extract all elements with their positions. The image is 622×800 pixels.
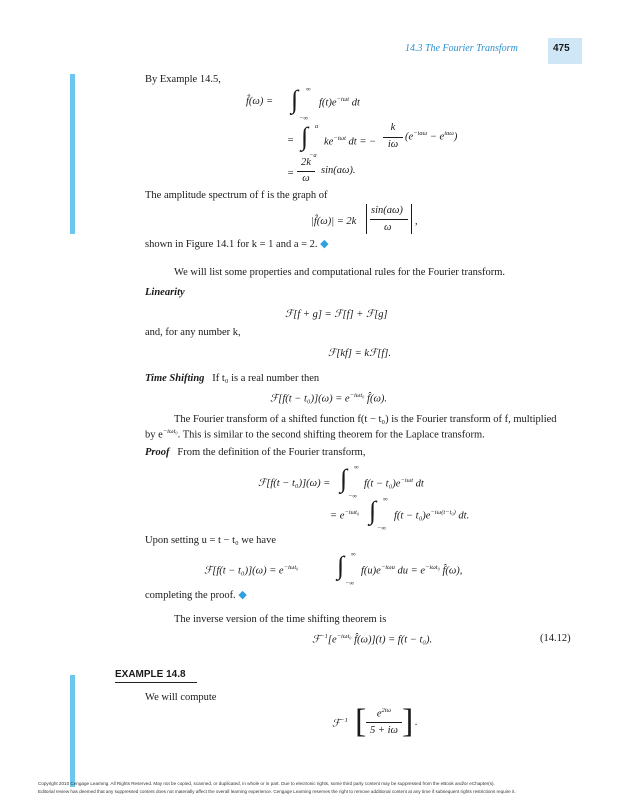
eq1-upper-limit: ∞ (306, 86, 311, 93)
eq2-paren: $(e^{-ia\omega} - e^{ia\omega})$ (405, 130, 458, 143)
example-frac-bar (366, 722, 402, 723)
eq2-upper-limit: a (315, 123, 319, 130)
linearity-eq: ℱ[f + g] = ℱ[f] + ℱ[g] (285, 309, 388, 320)
abs-bar-right (411, 204, 412, 234)
compute-text: We will compute (145, 692, 217, 703)
margin-bar-example (70, 675, 75, 787)
amp-tail: , (415, 216, 418, 227)
upon-upper: ∞ (351, 551, 356, 558)
time-shift-line: Time Shifting If t₀ is a real number then (145, 373, 320, 384)
eq2-frac-bar (383, 137, 403, 138)
amp-frac-den: ω (384, 222, 392, 233)
amp-frac-num: sin(aω) (371, 205, 403, 216)
left-bracket: [ (355, 703, 367, 740)
page-number: 475 (553, 43, 570, 54)
eq2-frac-num: k (390, 122, 396, 133)
end-of-proof-icon: ◆ (238, 589, 247, 601)
proof-eq1-lhs: ℱ[f(t − t₀)](ω) = (258, 478, 331, 489)
end-of-example-icon: ◆ (320, 238, 329, 250)
shifted-text-1: The Fourier transform of a shifted function f(t − t₀) is the Fourier transform of f, multiplied (174, 414, 557, 425)
eq3-frac-num: 2k (301, 157, 311, 168)
time-shift-eq: ℱ[f(t − $t_0)](\omega) = e^{-i\omega t_0}$ f̂(ω). (270, 392, 387, 405)
eq3-frac-bar (297, 171, 315, 172)
upon-lower: −∞ (345, 580, 355, 587)
integral-sign: ∫ (340, 464, 348, 493)
proof-eq2-lower: −∞ (377, 525, 387, 532)
proof-eq2-lhs: = $e^{-i\omega t_0}$ (330, 509, 360, 522)
integral-sign: ∫ (369, 496, 377, 525)
upon-eq-lhs: ℱ[f(t − $t_0)](\omega) = e^{-i\omega t_0}$ (204, 564, 299, 577)
right-bracket: ] (402, 703, 414, 740)
equation-number: (14.12) (540, 633, 571, 644)
example-F: ℱ$^{-1}$ (332, 717, 348, 730)
footer-line-1: Copyright 2010 Cengage Learning. All Rights Reserved. May not be copied, scanned, or duplicated, in whole or in part. Due to electronic rights, some third party content may be suppressed from the eBook and/or eChapter(s). (38, 781, 495, 786)
example-tail: . (415, 717, 418, 728)
integral-sign: ∫ (291, 85, 299, 114)
intro-text: By Example 14.5, (145, 74, 221, 85)
eq2-equals: = (287, 135, 295, 146)
shifted-text-2: by $e^{-i\omega t_0}$. This is similar to the second shifting theorem for the Laplace transform. (145, 428, 485, 441)
inverse-text: The inverse version of the time shifting theorem is (174, 614, 387, 625)
upon-eq-rhs: $f(u)e^{-i\omega u}$ du = $e^{-i\omega t_0}$ f̂(ω), (361, 564, 463, 577)
proof-eq2-upper: ∞ (383, 496, 388, 503)
integral-sign: ∫ (301, 122, 309, 151)
amplitude-text: The amplitude spectrum of f is the graph of (145, 190, 328, 201)
example-rule (115, 682, 197, 683)
list-text: We will list some properties and computational rules for the Fourier transform. (174, 267, 505, 278)
and-text: and, for any number k, (145, 327, 241, 338)
eq2-integrand: $ke^{-i\omega t}$ dt = − (324, 135, 377, 148)
proof-line: Proof From the definition of the Fourier transform, (145, 447, 366, 458)
integral-sign: ∫ (337, 551, 345, 580)
eq1-lower-limit: −∞ (299, 115, 309, 122)
upon-text: Upon setting u = t − t₀ we have (145, 535, 276, 546)
time-shift-heading: Time Shifting (145, 373, 205, 384)
proof-eq1-upper: ∞ (354, 464, 359, 471)
footer-line-2: Editorial review has deemed that any suppressed content does not materially affect the overall learning experience. Cengage Learning reserves the right to remove additional content at any time if subsequent rights restrictions require it. (38, 789, 516, 794)
shown-text: shown in Figure 14.1 for k = 1 and a = 2. ◆ (145, 238, 329, 250)
eq3-frac-den: ω (302, 173, 310, 184)
proof-eq2-integrand: $f(t - t_0)e^{-i\omega(t-t_0)}$ dt. (394, 509, 470, 522)
example-frac-den: 5 + iω (370, 725, 398, 736)
eq1-integrand: $f(t)e^{-i\omega t}$ dt (319, 96, 360, 109)
proof-heading: Proof (145, 447, 170, 458)
eq1-lhs: f̂(ω) = (246, 96, 274, 107)
inverse-eq: $ℱ^{-1}[e^{-i\omega t_0}$ f̂(ω)](t) = f(t − t₀). (312, 633, 433, 646)
proof-eq1-integrand: $f(t - t_0)e^{-i\omega t}$ dt (364, 477, 424, 490)
linearity-eq2: ℱ[kf] = kℱ[f]. (328, 348, 391, 359)
completing-text: completing the proof. ◆ (145, 589, 247, 601)
eq3-rest: sin(aω). (321, 165, 356, 176)
linearity-heading: Linearity (145, 287, 185, 298)
margin-bar-top (70, 74, 75, 234)
proof-eq1-lower: −∞ (348, 493, 358, 500)
eq3-equals: = (287, 168, 295, 179)
eq2-lower-limit: −a (309, 152, 317, 159)
example-label: EXAMPLE 14.8 (115, 669, 186, 680)
amp-lhs: |f̂(ω)| = 2k (311, 216, 357, 227)
amp-frac-bar (370, 219, 408, 220)
example-frac-num: $e^{2i\omega}$ (376, 707, 392, 720)
section-title: 14.3 The Fourier Transform (405, 43, 518, 54)
eq2-frac-den: iω (387, 139, 399, 150)
abs-bar-left (366, 204, 367, 234)
